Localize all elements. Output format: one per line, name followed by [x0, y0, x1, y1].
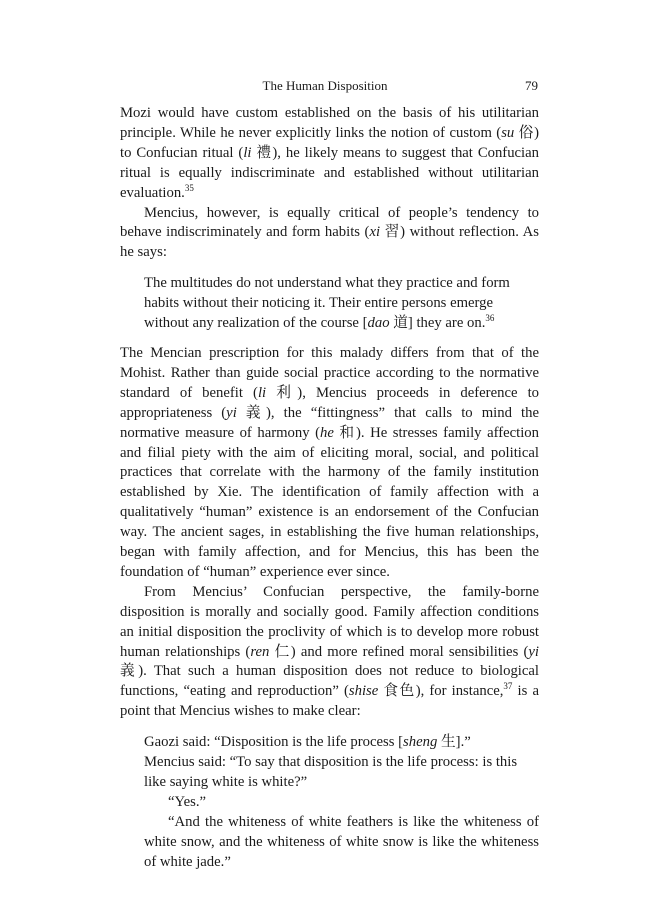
text-run: 習) without reflection. As he says: [120, 224, 539, 261]
text-run: The Mencian prescription for this malady differs from that of the Mohist. Rather than guide social practice according to the normative standard of benefit ( [120, 344, 539, 401]
text-run: 生].” [437, 734, 471, 751]
text-run: 禮), he likely means to suggest that Confucian ritual is equally indiscriminate and established without utilitarian evaluation. [120, 144, 540, 201]
paragraph [120, 204, 539, 264]
text-run: 義). That such a human disposition does not reduce to biological functions, “eating and reproduction” ( [120, 663, 539, 700]
text-run: 利), Mencius proceeds in deference to appropriateness ( [120, 384, 539, 421]
text-run: 道] they are on. [389, 315, 486, 332]
text-run: Gaozi said: “Disposition is the life process [ [144, 734, 404, 751]
italic-term: ren [250, 643, 270, 660]
dialogue-line: “And the whiteness of white feathers is like the whiteness of white snow, and the whiteness of white snow is like the whiteness of white jade.” [144, 813, 539, 870]
dialogue-line: “Yes.” [168, 793, 207, 810]
text-run: 俗) to Confucian ritual ( [120, 124, 539, 161]
dialogue-line: Mencius said: “To say that disposition is the life process: is this like saying white is white?” [144, 754, 518, 790]
italic-term: shise [348, 683, 379, 700]
running-title: The Human Disposition [262, 78, 388, 93]
text-run: Mencius, however, is equally critical of people’s tendency to behave indiscriminately and form habits ( [120, 204, 539, 241]
italic-term: sheng [403, 734, 438, 751]
text-run: 食色), for instance, [378, 683, 504, 700]
footnote-ref: 35 [184, 182, 194, 193]
footnote-ref: 36 [485, 313, 495, 324]
running-head [0, 77, 650, 95]
italic-term: li [257, 384, 267, 401]
text-run: Mozi would have custom established on the basis of his utilitarian principle. While he never explicitly links the notion of custom ( [120, 105, 539, 141]
text-run: is a point that Mencius wishes to make clear: [120, 683, 539, 720]
footnote-ref: 37 [503, 681, 513, 692]
text-run: The multitudes do not understand what they practice and form habits without their noticing it. Their entire persons emerge without any realization of the course [ [144, 275, 510, 332]
italic-term: dao [367, 315, 390, 332]
text-run: 和). He stresses family affection and filial piety with the aim of eliciting moral, social, and political practices that correlate with the harmony of the family institution established by Xie. The identification of family affection with a qualitatively “human” existence is an endorsement of the Confucian way. The ancient sages, in establishing the five human relationships, began with family affection, and for Mencius, this has been the foundation of “human” experience ever since. [120, 424, 539, 580]
text-run: 義), the “fittingness” that calls to mind the normative measure of harmony ( [120, 404, 539, 441]
text-run: From Mencius’ Confucian perspective, the family-borne disposition is morally and socially good. Family affection conditions an initial disposition the proclivity of which is to develop more robust human relationships ( [120, 583, 539, 660]
dialogue-line [144, 733, 539, 753]
body-text [120, 104, 539, 883]
italic-term: su [501, 124, 515, 141]
italic-term: xi [369, 224, 381, 241]
paragraph [120, 344, 539, 583]
paragraph [120, 104, 539, 204]
page-number: 79 [525, 78, 538, 93]
italic-term: yi [528, 643, 539, 660]
dialogue-quote [144, 733, 539, 872]
text-run: 仁) and more refined moral sensibilities ( [269, 643, 529, 660]
italic-term: he [320, 424, 334, 441]
paragraph [120, 583, 539, 722]
italic-term: li [243, 144, 252, 161]
block-quote [144, 274, 539, 334]
italic-term: yi [226, 404, 237, 421]
